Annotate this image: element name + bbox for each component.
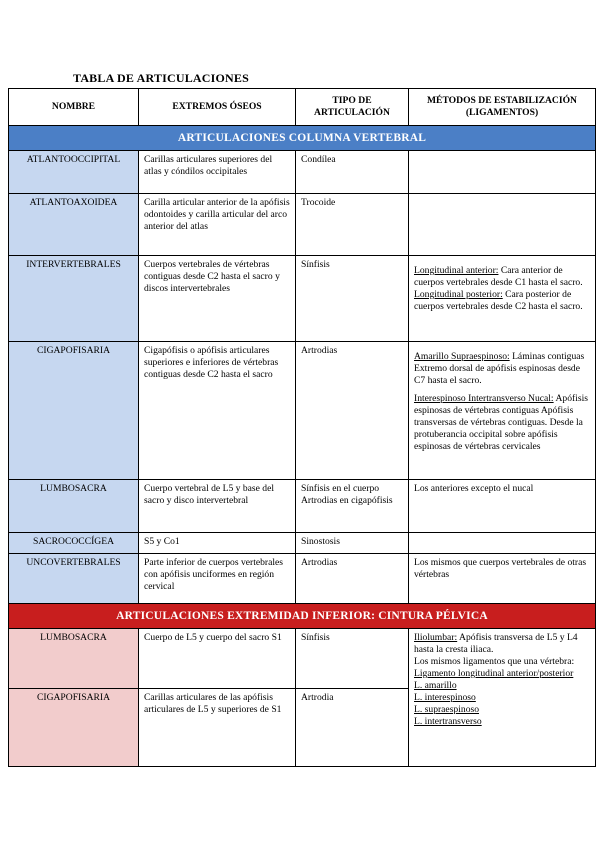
row-tipo: Sínfisis [296, 256, 409, 342]
ligament-entry [414, 351, 590, 387]
row-metodos [409, 533, 596, 554]
row-metodos [409, 256, 596, 342]
row-metodos [409, 342, 596, 480]
row-extremos: Cuerpo vertebral de L5 y base del sacro y disco intervertebral [139, 480, 296, 533]
ligament-entry [414, 632, 590, 656]
row-name: UNCOVERTEBRALES [9, 554, 139, 604]
ligament-text: Apófisis espinosas de vértebras contiguas Apófisis transversas de vértebras contiguas. Desde la protuberancia occipital sobre apófisis espinosas de vértebras cervicales [414, 393, 588, 452]
row-extremos: S5 y Co1 [139, 533, 296, 554]
row-metodos [409, 629, 596, 767]
ligament-label: Iliolumbar: [414, 632, 458, 643]
row-tipo: Sínfisis en el cuerpo Artrodias en cigapófisis [296, 480, 409, 533]
row-tipo: Sínfisis [296, 629, 409, 689]
table-row [9, 194, 596, 256]
header-metodos: MÉTODOS DE ESTABILIZACIÓN (LIGAMENTOS) [409, 89, 596, 126]
table-row [9, 342, 596, 480]
row-name: CIGAPOFISARIA [9, 689, 139, 767]
row-name: SACROCOCCÍGEA [9, 533, 139, 554]
table-row [9, 151, 596, 194]
row-name: LUMBOSACRA [9, 480, 139, 533]
ligament-list-item: Ligamento longitudinal anterior/posterior [414, 668, 574, 679]
row-tipo: Trocoide [296, 194, 409, 256]
articulations-table [8, 88, 596, 767]
ligament-label: Longitudinal anterior: [414, 265, 499, 276]
row-name: CIGAPOFISARIA [9, 342, 139, 480]
section-title: ARTICULACIONES EXTREMIDAD INFERIOR: CINTURA PÉLVICA [9, 604, 596, 629]
table-row [9, 256, 596, 342]
ligament-label: Amarillo Supraespinoso: [414, 351, 510, 362]
row-tipo: Sinostosis [296, 533, 409, 554]
section-header-pelvica [9, 604, 596, 629]
header-tipo: TIPO DE ARTICULACIÓN [296, 89, 409, 126]
ligament-text: Apófisis transversa de L5 y L4 hasta la cresta iliaca. [414, 632, 578, 655]
row-name: LUMBOSACRA [9, 629, 139, 689]
ligament-text: Láminas contiguas Extremo dorsal de apófisis espinosas desde C7 hasta el sacro. [414, 351, 585, 386]
ligament-list-item: L. interespinoso [414, 692, 476, 703]
row-metodos: Los anteriores excepto el nucal [409, 480, 596, 533]
ligament-entry [414, 265, 590, 289]
row-metodos: Los mismos que cuerpos vertebrales de otras vértebras [409, 554, 596, 604]
row-metodos [409, 151, 596, 194]
section-header-columna [9, 126, 596, 151]
ligament-list-item: L. supraespinoso [414, 704, 480, 715]
row-extremos: Cigapófisis o apófisis articulares superiores e inferiores de vértebras contiguas desde C2 hasta el sacro [139, 342, 296, 480]
ligament-text: Cara posterior de cuerpos vertebrales desde C2 hasta el sacro. [414, 289, 583, 312]
row-extremos: Cuerpo de L5 y cuerpo del sacro S1 [139, 629, 296, 689]
row-name: INTERVERTEBRALES [9, 256, 139, 342]
ligament-list-item: L. intertransverso [414, 716, 482, 727]
table-row [9, 533, 596, 554]
row-metodos [409, 194, 596, 256]
table-row [9, 480, 596, 533]
section-title: ARTICULACIONES COLUMNA VERTEBRAL [9, 126, 596, 151]
ligament-entry [414, 289, 590, 313]
header-extremos: EXTREMOS ÓSEOS [139, 89, 296, 126]
table-row [9, 629, 596, 689]
row-extremos: Carillas articulares de las apófisis articulares de L5 y superiores de S1 [139, 689, 296, 767]
row-name: ATLANTOOCCIPITAL [9, 151, 139, 194]
ligament-list-item: L. amarillo [414, 680, 457, 691]
row-extremos: Cuerpos vertebrales de vértebras contiguas desde C2 hasta el sacro y discos intervertebrales [139, 256, 296, 342]
table-row [9, 554, 596, 604]
header-row [9, 89, 596, 126]
page-title: TABLA DE ARTICULACIONES [73, 71, 249, 85]
row-tipo: Artrodias [296, 554, 409, 604]
ligament-text: Los mismos ligamentos que una vértebra: [414, 656, 575, 667]
row-name: ATLANTOAXOIDEA [9, 194, 139, 256]
row-tipo: Artrodias [296, 342, 409, 480]
row-extremos: Carillas articulares superiores del atlas y cóndilos occipitales [139, 151, 296, 194]
ligament-label: Interespinoso Intertransverso Nucal: [414, 393, 554, 404]
row-extremos: Parte inferior de cuerpos vertebrales con apófisis unciformes en región cervical [139, 554, 296, 604]
header-nombre: NOMBRE [9, 89, 139, 126]
ligament-text: Cara anterior de cuerpos vertebrales desde C1 hasta el sacro. [414, 265, 583, 288]
row-tipo: Artrodia [296, 689, 409, 767]
row-extremos: Carilla articular anterior de la apófisis odontoides y carilla articular del arco anterior del atlas [139, 194, 296, 256]
ligament-entry [414, 393, 590, 453]
row-tipo: Condílea [296, 151, 409, 194]
ligament-label: Longitudinal posterior: [414, 289, 503, 300]
